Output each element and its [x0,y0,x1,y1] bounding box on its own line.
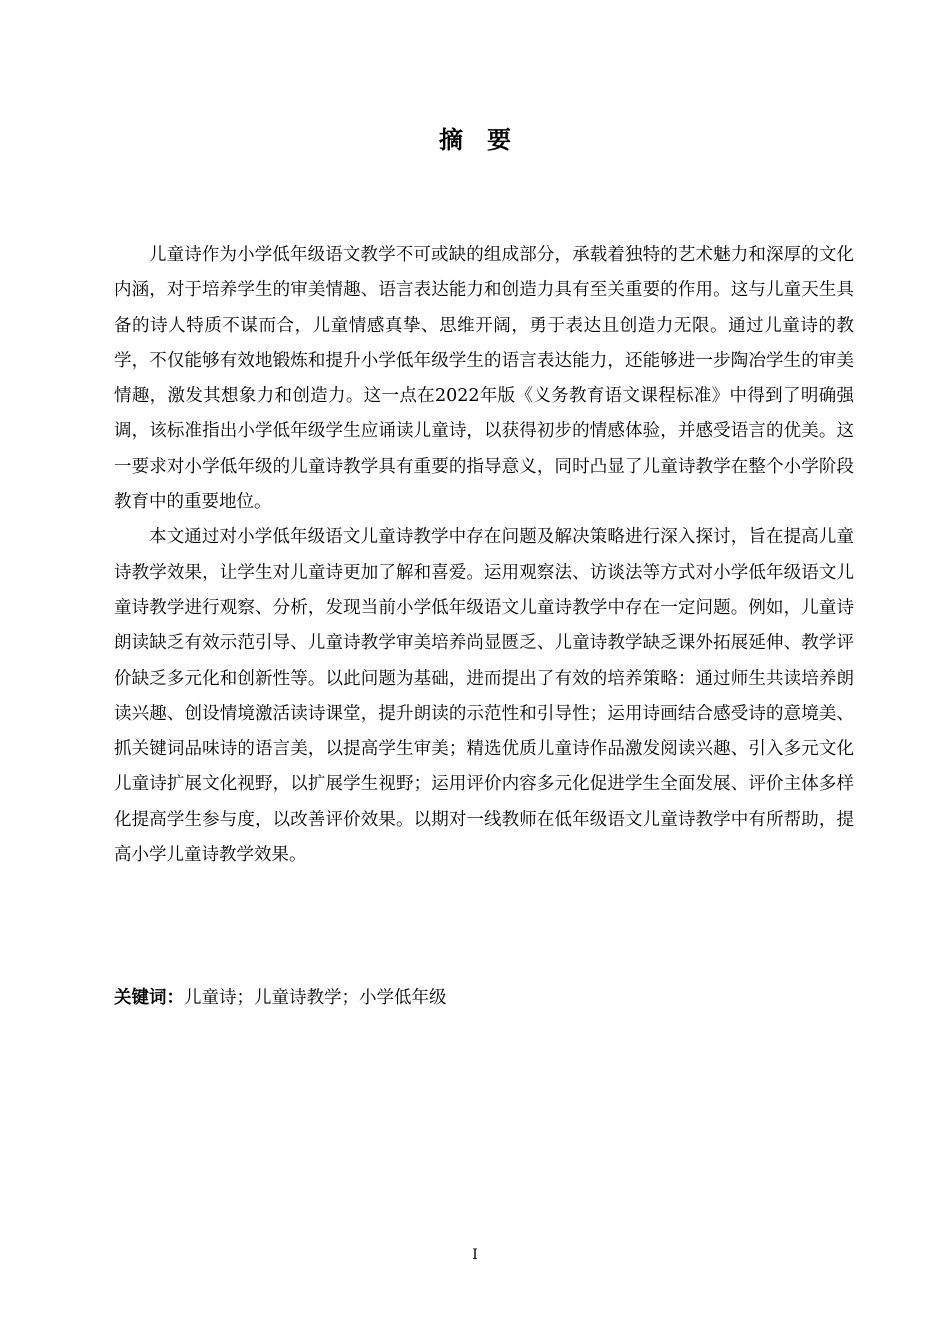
keywords-label: 关键词： [114,988,184,1008]
abstract-body [114,238,854,873]
abstract-title: 摘要 [439,126,535,154]
abstract-paragraph-2: 本文通过对小学低年级语文儿童诗教学中存在问题及解决策略进行深入探讨，旨在提高儿童诗教学效果，让学生对儿童诗更加了解和喜爱。运用观察法、访谈法等方式对小学低年级语文儿童诗教学进行观察、分析，发现当前小学低年级语文儿童诗教学中存在一定问题。例如，儿童诗朗读缺乏有效示范引导、儿童诗教学审美培养尚显匮乏、儿童诗教学缺乏课外拓展延伸、教学评价缺乏多元化和创新性等。以此问题为基础，进而提出了有效的培养策略：通过师生共读培养朗读兴趣、创设情境激活读诗课堂，提升朗读的示范性和引导性；运用诗画结合感受诗的意境美、抓关键词品味诗的语言美，以提高学生审美；精选优质儿童诗作品激发阅读兴趣、引入多元文化儿童诗扩展文化视野，以扩展学生视野；运用评价内容多元化促进学生全面发展、评价主体多样化提高学生参与度，以改善评价效果。以期对一线教师在低年级语文儿童诗教学中有所帮助，提高小学儿童诗教学效果。 [114,527,854,866]
keywords-text: 儿童诗；儿童诗教学；小学低年级 [184,988,447,1008]
abstract-paragraph-1: 儿童诗作为小学低年级语文教学不可或缺的组成部分，承载着独特的艺术魅力和深厚的文化内涵，对于培养学生的审美情趣、语言表达能力和创造力具有至关重要的作用。这与儿童天生具备的诗人特质不谋而合，儿童情感真挚、思维开阔，勇于表达且创造力无限。通过儿童诗的教学，不仅能够有效地锻炼和提升小学低年级学生的语言表达能力，还能够进一步陶冶学生的审美情趣，激发其想象力和创造力。这一点在2022年版《义务教育语文课程标准》中得到了明确强调，该标准指出小学低年级学生应诵读儿童诗，以获得初步的情感体验，并感受语言的优美。这一要求对小学低年级的儿童诗教学具有重要的指导意义，同时凸显了儿童诗教学在整个小学阶段教育中的重要地位。 [114,245,854,513]
keywords-line [114,984,854,1012]
page-number: I [472,1247,478,1263]
